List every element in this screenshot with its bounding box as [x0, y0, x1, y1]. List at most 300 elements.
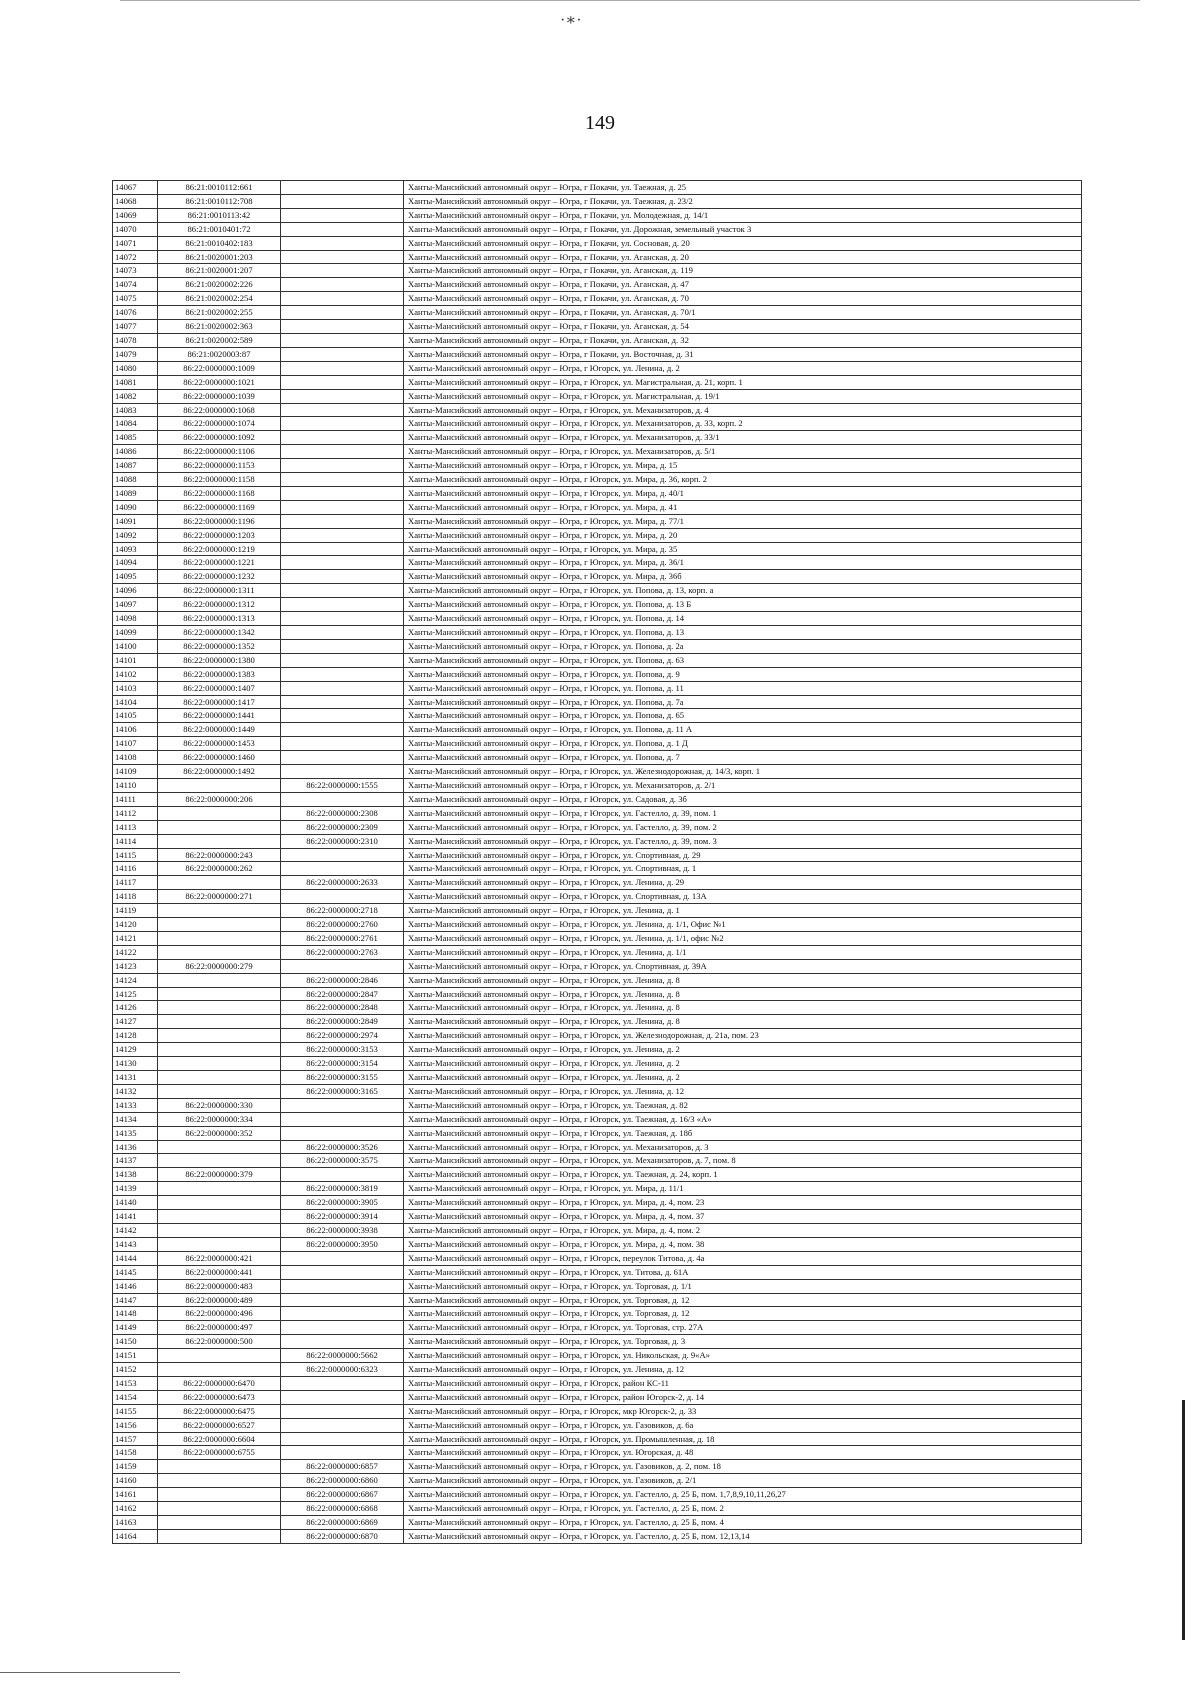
- cadastral-number-alt-cell: [281, 1376, 404, 1390]
- table-row: [113, 1154, 1082, 1168]
- address-cell: Ханты-Мансийский автономный округ – Югра, г Покачи, ул. Аганская, д. 70/1: [404, 306, 1082, 320]
- cadastral-number-cell: [158, 778, 281, 792]
- cadastral-number-alt-cell: 86:22:0000000:3153: [281, 1043, 404, 1057]
- row-number-cell: 14155: [113, 1404, 158, 1418]
- table-row: [113, 1279, 1082, 1293]
- cadastral-number-alt-cell: [281, 723, 404, 737]
- cadastral-number-alt-cell: 86:22:0000000:3526: [281, 1140, 404, 1154]
- cadastral-number-cell: 86:22:0000000:1232: [158, 570, 281, 584]
- cadastral-number-alt-cell: [281, 278, 404, 292]
- cadastral-number-cell: 86:22:0000000:6755: [158, 1446, 281, 1460]
- address-cell: Ханты-Мансийский автономный округ – Югра, г Югорск, ул. Попова, д. 11 А: [404, 723, 1082, 737]
- cadastral-number-alt-cell: [281, 1098, 404, 1112]
- table-row: [113, 1043, 1082, 1057]
- cadastral-number-cell: 86:21:0020003:87: [158, 347, 281, 361]
- table-row: [113, 1488, 1082, 1502]
- cadastral-number-cell: [158, 1529, 281, 1543]
- cadastral-number-alt-cell: [281, 1251, 404, 1265]
- cadastral-number-alt-cell: 86:22:0000000:1555: [281, 778, 404, 792]
- cadastral-number-alt-cell: 86:22:0000000:6870: [281, 1529, 404, 1543]
- row-number-cell: 14131: [113, 1071, 158, 1085]
- row-number-cell: 14073: [113, 264, 158, 278]
- row-number-cell: 14157: [113, 1432, 158, 1446]
- cadastral-number-cell: [158, 1182, 281, 1196]
- row-number-cell: 14112: [113, 806, 158, 820]
- row-number-cell: 14147: [113, 1293, 158, 1307]
- table-row: [113, 278, 1082, 292]
- row-number-cell: 14158: [113, 1446, 158, 1460]
- cadastral-number-cell: 86:22:0000000:497: [158, 1321, 281, 1335]
- row-number-cell: 14152: [113, 1363, 158, 1377]
- row-number-cell: 14153: [113, 1376, 158, 1390]
- row-number-cell: 14110: [113, 778, 158, 792]
- cadastral-number-alt-cell: [281, 765, 404, 779]
- cadastral-number-alt-cell: [281, 236, 404, 250]
- cadastral-number-alt-cell: [281, 208, 404, 222]
- cadastral-number-alt-cell: [281, 431, 404, 445]
- row-number-cell: 14107: [113, 737, 158, 751]
- cadastral-number-alt-cell: [281, 1279, 404, 1293]
- cadastral-number-alt-cell: [281, 890, 404, 904]
- address-cell: Ханты-Мансийский автономный округ – Югра, г Югорск, ул. Ленина, д. 2: [404, 1057, 1082, 1071]
- cadastral-number-alt-cell: [281, 584, 404, 598]
- address-cell: Ханты-Мансийский автономный округ – Югра, г Югорск, ул. Попова, д. 65: [404, 709, 1082, 723]
- scan-edge-bottom: [0, 1672, 180, 1673]
- cadastral-number-cell: [158, 973, 281, 987]
- address-cell: Ханты-Мансийский автономный округ – Югра, г Югорск, ул. Спортивная, д. 29: [404, 848, 1082, 862]
- table-row: [113, 473, 1082, 487]
- address-cell: Ханты-Мансийский автономный округ – Югра, г Югорск, ул. Ленина, д. 29: [404, 876, 1082, 890]
- cadastral-number-cell: [158, 1001, 281, 1015]
- row-number-cell: 14070: [113, 222, 158, 236]
- cadastral-number-cell: 86:21:0020002:589: [158, 333, 281, 347]
- table-row: [113, 1502, 1082, 1516]
- address-cell: Ханты-Мансийский автономный округ – Югра, г Югорск, ул. Гастелло, д. 39, пом. 3: [404, 834, 1082, 848]
- cadastral-number-cell: [158, 945, 281, 959]
- row-number-cell: 14148: [113, 1307, 158, 1321]
- table-row: [113, 751, 1082, 765]
- table-row: [113, 486, 1082, 500]
- row-number-cell: 14127: [113, 1015, 158, 1029]
- row-number-cell: 14078: [113, 333, 158, 347]
- row-number-cell: 14162: [113, 1502, 158, 1516]
- table-row: [113, 1363, 1082, 1377]
- table-row: [113, 806, 1082, 820]
- row-number-cell: 14133: [113, 1098, 158, 1112]
- cadastral-number-cell: [158, 1196, 281, 1210]
- row-number-cell: 14114: [113, 834, 158, 848]
- address-cell: Ханты-Мансийский автономный округ – Югра, г Покачи, ул. Аганская, д. 32: [404, 333, 1082, 347]
- address-cell: Ханты-Мансийский автономный округ – Югра, г Югорск, район КС-11: [404, 1376, 1082, 1390]
- address-cell: Ханты-Мансийский автономный округ – Югра, г Югорск, ул. Механизаторов, д. 33, корп. 2: [404, 417, 1082, 431]
- table-row: [113, 445, 1082, 459]
- cadastral-number-cell: 86:22:0000000:206: [158, 792, 281, 806]
- address-cell: Ханты-Мансийский автономный округ – Югра, г Югорск, ул. Таежная, д. 18б: [404, 1126, 1082, 1140]
- address-cell: Ханты-Мансийский автономный округ – Югра, г Югорск, ул. Торговая, д. 3: [404, 1335, 1082, 1349]
- cadastral-number-cell: [158, 1502, 281, 1516]
- cadastral-number-alt-cell: [281, 333, 404, 347]
- cadastral-number-alt-cell: [281, 389, 404, 403]
- address-cell: Ханты-Мансийский автономный округ – Югра, г Югорск, ул. Никольская, д. 9«А»: [404, 1349, 1082, 1363]
- cadastral-number-alt-cell: [281, 862, 404, 876]
- cadastral-number-cell: [158, 1029, 281, 1043]
- address-cell: Ханты-Мансийский автономный округ – Югра, г Югорск, ул. Мира, д. 4, пом. 38: [404, 1237, 1082, 1251]
- cadastral-number-cell: 86:22:0000000:262: [158, 862, 281, 876]
- cadastral-number-alt-cell: [281, 250, 404, 264]
- cadastral-number-alt-cell: [281, 626, 404, 640]
- row-number-cell: 14071: [113, 236, 158, 250]
- cadastral-number-alt-cell: [281, 1126, 404, 1140]
- cadastral-number-cell: [158, 1154, 281, 1168]
- table-row: [113, 584, 1082, 598]
- address-cell: Ханты-Мансийский автономный округ – Югра, г Югорск, ул. Попова, д. 1 Д: [404, 737, 1082, 751]
- row-number-cell: 14149: [113, 1321, 158, 1335]
- address-cell: Ханты-Мансийский автономный округ – Югра, г Покачи, ул. Молодежная, д. 14/1: [404, 208, 1082, 222]
- table-row: [113, 987, 1082, 1001]
- row-number-cell: 14111: [113, 792, 158, 806]
- row-number-cell: 14083: [113, 403, 158, 417]
- row-number-cell: 14163: [113, 1516, 158, 1530]
- table-row: [113, 959, 1082, 973]
- table-row: [113, 431, 1082, 445]
- address-cell: Ханты-Мансийский автономный округ – Югра, г Югорск, ул. Мира, д. 4, пом. 37: [404, 1210, 1082, 1224]
- row-number-cell: 14138: [113, 1168, 158, 1182]
- cadastral-number-cell: 86:22:0000000:6475: [158, 1404, 281, 1418]
- cadastral-number-alt-cell: 86:22:0000000:2848: [281, 1001, 404, 1015]
- address-cell: Ханты-Мансийский автономный округ – Югра, г Югорск, ул. Магистральная, д. 21, корп. 1: [404, 375, 1082, 389]
- address-cell: Ханты-Мансийский автономный округ – Югра, г Покачи, ул. Аганская, д. 47: [404, 278, 1082, 292]
- cadastral-number-alt-cell: [281, 194, 404, 208]
- table-row: [113, 320, 1082, 334]
- address-cell: Ханты-Мансийский автономный округ – Югра, г Югорск, ул. Таежная, д. 16/3 «А»: [404, 1112, 1082, 1126]
- cadastral-number-alt-cell: [281, 1390, 404, 1404]
- cadastral-number-alt-cell: [281, 403, 404, 417]
- cadastral-number-cell: 86:22:0000000:1074: [158, 417, 281, 431]
- cadastral-number-alt-cell: 86:22:0000000:3575: [281, 1154, 404, 1168]
- table-row: [113, 1529, 1082, 1543]
- cadastral-number-alt-cell: [281, 1307, 404, 1321]
- row-number-cell: 14104: [113, 695, 158, 709]
- address-cell: Ханты-Мансийский автономный округ – Югра, г Югорск, ул. Ленина, д. 12: [404, 1084, 1082, 1098]
- scan-edge-top: [120, 0, 1140, 7]
- row-number-cell: 14137: [113, 1154, 158, 1168]
- row-number-cell: 14076: [113, 306, 158, 320]
- address-cell: Ханты-Мансийский автономный округ – Югра, г Покачи, ул. Сосновая, д. 20: [404, 236, 1082, 250]
- row-number-cell: 14164: [113, 1529, 158, 1543]
- address-cell: Ханты-Мансийский автономный округ – Югра, г Югорск, ул. Газовиков, д. 2, пом. 18: [404, 1460, 1082, 1474]
- cadastral-number-alt-cell: [281, 222, 404, 236]
- table-row: [113, 723, 1082, 737]
- address-cell: Ханты-Мансийский автономный округ – Югра, г Югорск, ул. Спортивная, д. 13А: [404, 890, 1082, 904]
- table-row: [113, 459, 1082, 473]
- address-cell: Ханты-Мансийский автономный округ – Югра, г Югорск, ул. Попова, д. 13 Б: [404, 598, 1082, 612]
- cadastral-number-cell: [158, 1474, 281, 1488]
- row-number-cell: 14105: [113, 709, 158, 723]
- address-cell: Ханты-Мансийский автономный округ – Югра, г Югорск, ул. Мира, д. 11/1: [404, 1182, 1082, 1196]
- cadastral-number-alt-cell: [281, 1432, 404, 1446]
- table-row: [113, 667, 1082, 681]
- address-cell: Ханты-Мансийский автономный округ – Югра, г Югорск, ул. Садовая, д. 3б: [404, 792, 1082, 806]
- cadastral-number-cell: 86:22:0000000:1449: [158, 723, 281, 737]
- row-number-cell: 14077: [113, 320, 158, 334]
- cadastral-number-cell: 86:22:0000000:1219: [158, 542, 281, 556]
- cadastral-number-cell: [158, 918, 281, 932]
- table-row: [113, 848, 1082, 862]
- address-cell: Ханты-Мансийский автономный округ – Югра, г Югорск, ул. Спортивная, д. 1: [404, 862, 1082, 876]
- table-row: [113, 1084, 1082, 1098]
- address-cell: Ханты-Мансийский автономный округ – Югра, г Югорск, ул. Попова, д. 11: [404, 681, 1082, 695]
- table-row: [113, 208, 1082, 222]
- cadastral-number-cell: [158, 806, 281, 820]
- row-number-cell: 14081: [113, 375, 158, 389]
- row-number-cell: 14140: [113, 1196, 158, 1210]
- table-row: [113, 1376, 1082, 1390]
- address-cell: Ханты-Мансийский автономный округ – Югра, г Югорск, ул. Гастелло, д. 25 Б, пом. 1,7,8,9,10,11,26,27: [404, 1488, 1082, 1502]
- address-cell: Ханты-Мансийский автономный округ – Югра, г Югорск, ул. Попова, д. 63: [404, 653, 1082, 667]
- row-number-cell: 14096: [113, 584, 158, 598]
- row-number-cell: 14124: [113, 973, 158, 987]
- address-cell: Ханты-Мансийский автономный округ – Югра, г Югорск, ул. Ленина, д. 1/1, Офис №1: [404, 918, 1082, 932]
- cadastral-number-cell: 86:22:0000000:496: [158, 1307, 281, 1321]
- cadastral-number-alt-cell: [281, 292, 404, 306]
- address-cell: Ханты-Мансийский автономный округ – Югра, г Югорск, ул. Гастелло, д. 25 Б, пом. 2: [404, 1502, 1082, 1516]
- table-row: [113, 222, 1082, 236]
- address-cell: Ханты-Мансийский автономный округ – Югра, г Югорск, ул. Гастелло, д. 25 Б, пом. 12,13,14: [404, 1529, 1082, 1543]
- row-number-cell: 14101: [113, 653, 158, 667]
- table-row: [113, 1404, 1082, 1418]
- cadastral-number-cell: 86:21:0010112:708: [158, 194, 281, 208]
- address-cell: Ханты-Мансийский автономный округ – Югра, г Югорск, ул. Газовиков, д. 6а: [404, 1418, 1082, 1432]
- cadastral-number-alt-cell: 86:22:0000000:5662: [281, 1349, 404, 1363]
- address-cell: Ханты-Мансийский автономный округ – Югра, г Покачи, ул. Аганская, д. 54: [404, 320, 1082, 334]
- address-cell: Ханты-Мансийский автономный округ – Югра, г Югорск, ул. Мира, д. 15: [404, 459, 1082, 473]
- row-number-cell: 14121: [113, 931, 158, 945]
- row-number-cell: 14122: [113, 945, 158, 959]
- table-row: [113, 778, 1082, 792]
- cadastral-number-alt-cell: [281, 264, 404, 278]
- cadastral-number-alt-cell: 86:22:0000000:2309: [281, 820, 404, 834]
- cadastral-number-alt-cell: [281, 542, 404, 556]
- cadastral-number-cell: 86:22:0000000:6527: [158, 1418, 281, 1432]
- cadastral-number-alt-cell: 86:22:0000000:2633: [281, 876, 404, 890]
- address-cell: Ханты-Мансийский автономный округ – Югра, г Югорск, ул. Попова, д. 14: [404, 612, 1082, 626]
- cadastral-number-alt-cell: 86:22:0000000:3938: [281, 1223, 404, 1237]
- cadastral-number-alt-cell: [281, 445, 404, 459]
- address-cell: Ханты-Мансийский автономный округ – Югра, г Югорск, район Югорск-2, д. 14: [404, 1390, 1082, 1404]
- cadastral-number-cell: 86:21:0020002:255: [158, 306, 281, 320]
- cadastral-number-cell: 86:22:0000000:6604: [158, 1432, 281, 1446]
- table-row: [113, 904, 1082, 918]
- cadastral-number-alt-cell: 86:22:0000000:6860: [281, 1474, 404, 1488]
- table-row: [113, 403, 1082, 417]
- table-row: [113, 361, 1082, 375]
- address-cell: Ханты-Мансийский автономный округ – Югра, г Югорск, ул. Механизаторов, д. 3: [404, 1140, 1082, 1154]
- address-cell: Ханты-Мансийский автономный округ – Югра, г Югорск, ул. Механизаторов, д. 7, пом. 8: [404, 1154, 1082, 1168]
- table-row: [113, 1210, 1082, 1224]
- cadastral-number-cell: [158, 1140, 281, 1154]
- cadastral-number-cell: 86:22:0000000:483: [158, 1279, 281, 1293]
- cadastral-number-alt-cell: [281, 473, 404, 487]
- registry-table-body: [113, 181, 1082, 1544]
- row-number-cell: 14146: [113, 1279, 158, 1293]
- row-number-cell: 14090: [113, 500, 158, 514]
- address-cell: Ханты-Мансийский автономный округ – Югра, г Югорск, ул. Югорская, д. 48: [404, 1446, 1082, 1460]
- cadastral-number-alt-cell: [281, 959, 404, 973]
- table-row: [113, 1029, 1082, 1043]
- cadastral-number-cell: 86:22:0000000:1169: [158, 500, 281, 514]
- cadastral-number-cell: [158, 1349, 281, 1363]
- table-row: [113, 542, 1082, 556]
- cadastral-number-alt-cell: 86:22:0000000:2849: [281, 1015, 404, 1029]
- address-cell: Ханты-Мансийский автономный округ – Югра, г Югорск, ул. Газовиков, д. 2/1: [404, 1474, 1082, 1488]
- cadastral-number-alt-cell: [281, 181, 404, 195]
- cadastral-number-cell: 86:21:0010112:661: [158, 181, 281, 195]
- cadastral-number-alt-cell: [281, 737, 404, 751]
- row-number-cell: 14130: [113, 1057, 158, 1071]
- row-number-cell: 14094: [113, 556, 158, 570]
- cadastral-number-alt-cell: [281, 1321, 404, 1335]
- table-row: [113, 1265, 1082, 1279]
- page-number: 149: [585, 112, 615, 134]
- table-row: [113, 250, 1082, 264]
- cadastral-number-cell: 86:22:0000000:330: [158, 1098, 281, 1112]
- table-row: [113, 709, 1082, 723]
- row-number-cell: 14118: [113, 890, 158, 904]
- address-cell: Ханты-Мансийский автономный округ – Югра, г Югорск, ул. Таежная, д. 24, корп. 1: [404, 1168, 1082, 1182]
- table-row: [113, 1321, 1082, 1335]
- cadastral-number-cell: [158, 1237, 281, 1251]
- row-number-cell: 14142: [113, 1223, 158, 1237]
- cadastral-number-cell: 86:22:0000000:489: [158, 1293, 281, 1307]
- cadastral-number-alt-cell: [281, 514, 404, 528]
- address-cell: Ханты-Мансийский автономный округ – Югра, г Югорск, ул. Механизаторов, д. 2/1: [404, 778, 1082, 792]
- row-number-cell: 14117: [113, 876, 158, 890]
- table-row: [113, 1335, 1082, 1349]
- cadastral-number-alt-cell: [281, 792, 404, 806]
- cadastral-number-alt-cell: 86:22:0000000:2847: [281, 987, 404, 1001]
- table-row: [113, 1251, 1082, 1265]
- address-cell: Ханты-Мансийский автономный округ – Югра, г Югорск, ул. Мира, д. 36, корп. 2: [404, 473, 1082, 487]
- row-number-cell: 14120: [113, 918, 158, 932]
- cadastral-number-cell: 86:22:0000000:279: [158, 959, 281, 973]
- cadastral-number-cell: [158, 931, 281, 945]
- cadastral-number-cell: 86:22:0000000:1158: [158, 473, 281, 487]
- row-number-cell: 14087: [113, 459, 158, 473]
- table-row: [113, 695, 1082, 709]
- address-cell: Ханты-Мансийский автономный округ – Югра, г Покачи, ул. Дорожная, земельный участок 3: [404, 222, 1082, 236]
- cadastral-number-cell: 86:22:0000000:1313: [158, 612, 281, 626]
- table-row: [113, 862, 1082, 876]
- row-number-cell: 14092: [113, 528, 158, 542]
- cadastral-number-cell: 86:22:0000000:243: [158, 848, 281, 862]
- cadastral-number-cell: [158, 1015, 281, 1029]
- cadastral-number-cell: [158, 876, 281, 890]
- cadastral-number-cell: 86:21:0010402:183: [158, 236, 281, 250]
- address-cell: Ханты-Мансийский автономный округ – Югра, г Югорск, мкр Югорск-2, д. 33: [404, 1404, 1082, 1418]
- cadastral-number-cell: 86:22:0000000:1352: [158, 639, 281, 653]
- cadastral-number-alt-cell: 86:22:0000000:2761: [281, 931, 404, 945]
- address-cell: Ханты-Мансийский автономный округ – Югра, г Югорск, ул. Промышленная, д. 18: [404, 1432, 1082, 1446]
- cadastral-number-cell: 86:22:0000000:352: [158, 1126, 281, 1140]
- cadastral-number-cell: 86:22:0000000:1153: [158, 459, 281, 473]
- cadastral-number-alt-cell: 86:22:0000000:3165: [281, 1084, 404, 1098]
- cadastral-number-alt-cell: [281, 1265, 404, 1279]
- address-cell: Ханты-Мансийский автономный округ – Югра, г Югорск, ул. Магистральная, д. 19/1: [404, 389, 1082, 403]
- cadastral-number-alt-cell: 86:22:0000000:2308: [281, 806, 404, 820]
- cadastral-number-cell: 86:22:0000000:6473: [158, 1390, 281, 1404]
- address-cell: Ханты-Мансийский автономный округ – Югра, г Югорск, ул. Мира, д. 36б: [404, 570, 1082, 584]
- address-cell: Ханты-Мансийский автономный округ – Югра, г Югорск, ул. Попова, д. 7а: [404, 695, 1082, 709]
- table-row: [113, 500, 1082, 514]
- cadastral-number-cell: 86:22:0000000:1312: [158, 598, 281, 612]
- cadastral-number-alt-cell: 86:22:0000000:2718: [281, 904, 404, 918]
- address-cell: Ханты-Мансийский автономный округ – Югра, г Покачи, ул. Аганская, д. 119: [404, 264, 1082, 278]
- cadastral-number-cell: 86:22:0000000:421: [158, 1251, 281, 1265]
- address-cell: Ханты-Мансийский автономный округ – Югра, г Югорск, ул. Ленина, д. 2: [404, 1043, 1082, 1057]
- table-row: [113, 570, 1082, 584]
- cadastral-number-cell: [158, 1223, 281, 1237]
- table-row: [113, 1237, 1082, 1251]
- address-cell: Ханты-Мансийский автономный округ – Югра, г Югорск, ул. Ленина, д. 1: [404, 904, 1082, 918]
- address-cell: Ханты-Мансийский автономный округ – Югра, г Югорск, ул. Гастелло, д. 39, пом. 2: [404, 820, 1082, 834]
- cadastral-number-alt-cell: [281, 612, 404, 626]
- row-number-cell: 14134: [113, 1112, 158, 1126]
- cadastral-number-alt-cell: 86:22:0000000:2310: [281, 834, 404, 848]
- address-cell: Ханты-Мансийский автономный округ – Югра, г Югорск, ул. Попова, д. 7: [404, 751, 1082, 765]
- cadastral-number-alt-cell: [281, 556, 404, 570]
- address-cell: Ханты-Мансийский автономный округ – Югра, г Югорск, ул. Попова, д. 9: [404, 667, 1082, 681]
- cadastral-number-alt-cell: [281, 848, 404, 862]
- table-row: [113, 292, 1082, 306]
- row-number-cell: 14103: [113, 681, 158, 695]
- cadastral-number-alt-cell: [281, 500, 404, 514]
- cadastral-number-cell: 86:22:0000000:500: [158, 1335, 281, 1349]
- address-cell: Ханты-Мансийский автономный округ – Югра, г Покачи, ул. Восточная, д. 31: [404, 347, 1082, 361]
- cadastral-number-cell: 86:22:0000000:1203: [158, 528, 281, 542]
- cadastral-number-alt-cell: [281, 1335, 404, 1349]
- cadastral-number-alt-cell: [281, 375, 404, 389]
- table-row: [113, 1057, 1082, 1071]
- cadastral-number-alt-cell: 86:22:0000000:3819: [281, 1182, 404, 1196]
- address-cell: Ханты-Мансийский автономный округ – Югра, г Покачи, ул. Аганская, д. 20: [404, 250, 1082, 264]
- table-row: [113, 1182, 1082, 1196]
- cadastral-number-alt-cell: 86:22:0000000:6869: [281, 1516, 404, 1530]
- table-row: [113, 333, 1082, 347]
- address-cell: Ханты-Мансийский автономный округ – Югра, г Югорск, ул. Ленина, д. 1/1: [404, 945, 1082, 959]
- cadastral-number-cell: 86:22:0000000:1417: [158, 695, 281, 709]
- row-number-cell: 14080: [113, 361, 158, 375]
- table-row: [113, 528, 1082, 542]
- address-cell: Ханты-Мансийский автономный округ – Югра, г Югорск, ул. Ленина, д. 8: [404, 987, 1082, 1001]
- row-number-cell: 14075: [113, 292, 158, 306]
- row-number-cell: 14069: [113, 208, 158, 222]
- address-cell: Ханты-Мансийский автономный округ – Югра, г Югорск, ул. Механизаторов, д. 5/1: [404, 445, 1082, 459]
- address-cell: Ханты-Мансийский автономный округ – Югра, г Югорск, ул. Титова, д. 61А: [404, 1265, 1082, 1279]
- row-number-cell: 14135: [113, 1126, 158, 1140]
- row-number-cell: 14093: [113, 542, 158, 556]
- cadastral-number-cell: 86:22:0000000:1009: [158, 361, 281, 375]
- cadastral-number-alt-cell: [281, 681, 404, 695]
- row-number-cell: 14128: [113, 1029, 158, 1043]
- table-row: [113, 876, 1082, 890]
- table-row: [113, 1418, 1082, 1432]
- row-number-cell: 14145: [113, 1265, 158, 1279]
- address-cell: Ханты-Мансийский автономный округ – Югра, г Югорск, ул. Мира, д. 35: [404, 542, 1082, 556]
- row-number-cell: 14154: [113, 1390, 158, 1404]
- cadastral-number-alt-cell: 86:22:0000000:3155: [281, 1071, 404, 1085]
- table-row: [113, 181, 1082, 195]
- cadastral-number-cell: 86:21:0020001:207: [158, 264, 281, 278]
